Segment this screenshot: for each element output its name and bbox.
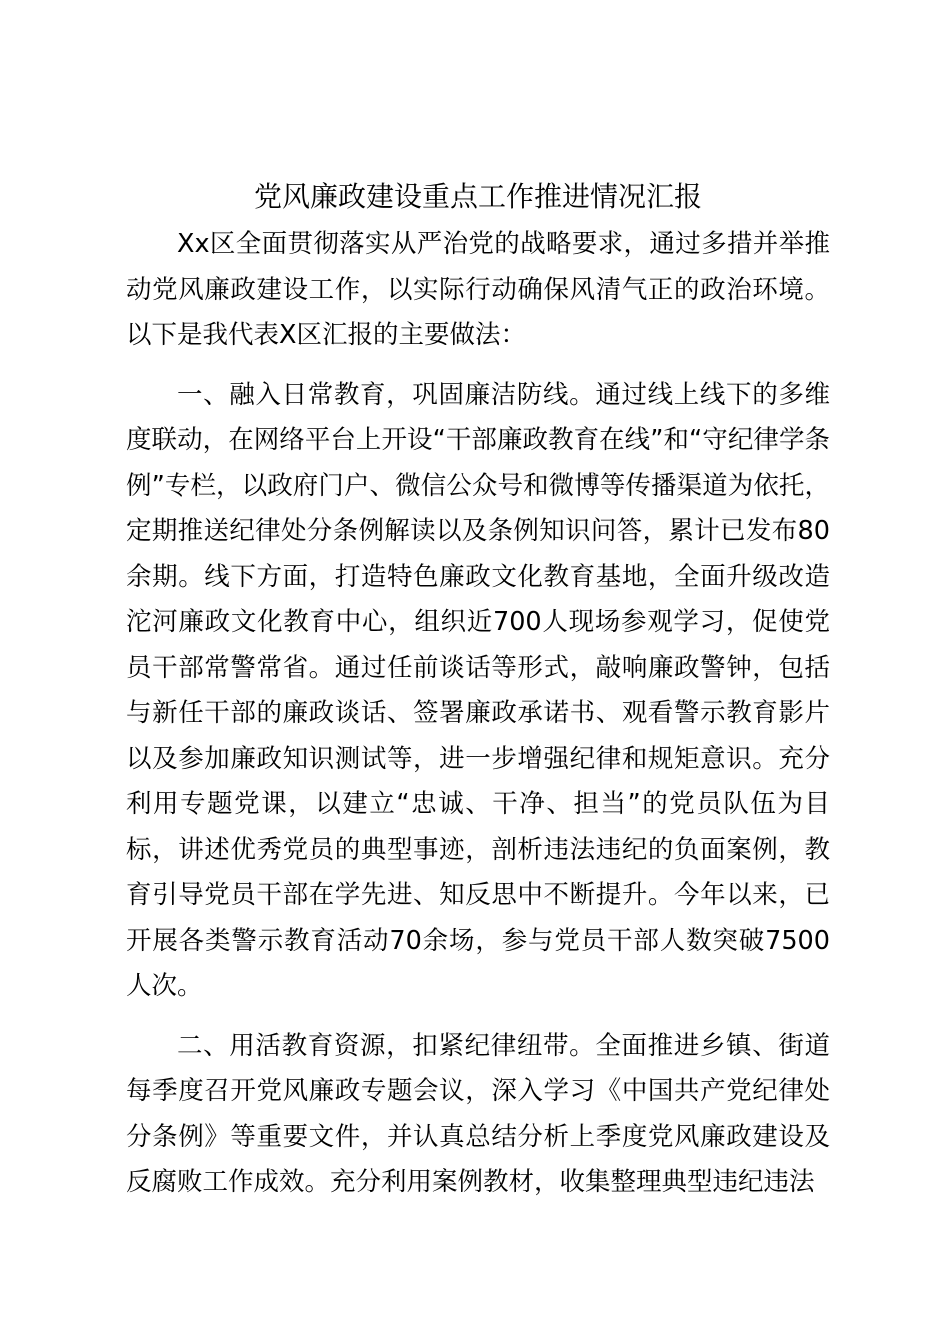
section-one-paragraph: 一、融入日常教育，巩固廉洁防线。通过线上线下的多维度联动，在网络平台上开设“干部廉政教育在线”和“守纪律学条例”专栏，以政府门户、微信公众号和微博等传播渠道为依托，定期推送纪律处分条例解读以及条例知识问答，累计已发布80余期。线下方面，打造特色廉政文化教育基地，全面升级改造沱河廉政文化教育中心，组织近700人现场参观学习，促使党员干部常警常省。通过任前谈话等形式，敲响廉政警钟，包括与新任干部的廉政谈话、签署廉政承诺书、观看警示教育影片以及参加廉政知识测试等，进一步增强纪律和规矩意识。充分利用专题党课，以建立“忠诚、干净、担当”的党员队伍为目标，讲述优秀党员的典型事迹，剖析违法违纪的负面案例，教育引导党员干部在学先进、知反思中不断提升。今年以来，已开展各类警示教育活动70余场，参与党员干部人数突破7500人次。 <box>126 379 830 1001</box>
section-two-paragraph: 二、用活教育资源，扣紧纪律纽带。全面推进乡镇、街道每季度召开党风廉政专题会议，深入学习《中国共产党纪律处分条例》等重要文件，并认真总结分析上季度党风廉政建设及反腐败工作成效。充分利用案例教材，收集整理典型违纪违法 <box>126 1030 830 1197</box>
intro-paragraph: Xx区全面贯彻落实从严治党的战略要求，通过多措并举推动党风廉政建设工作，以实际行动确保风清气正的政治环境。以下是我代表X区汇报的主要做法： <box>126 229 830 350</box>
document-body <box>126 172 830 1206</box>
document-title: 党风廉政建设重点工作推进情况汇报 <box>253 180 702 213</box>
